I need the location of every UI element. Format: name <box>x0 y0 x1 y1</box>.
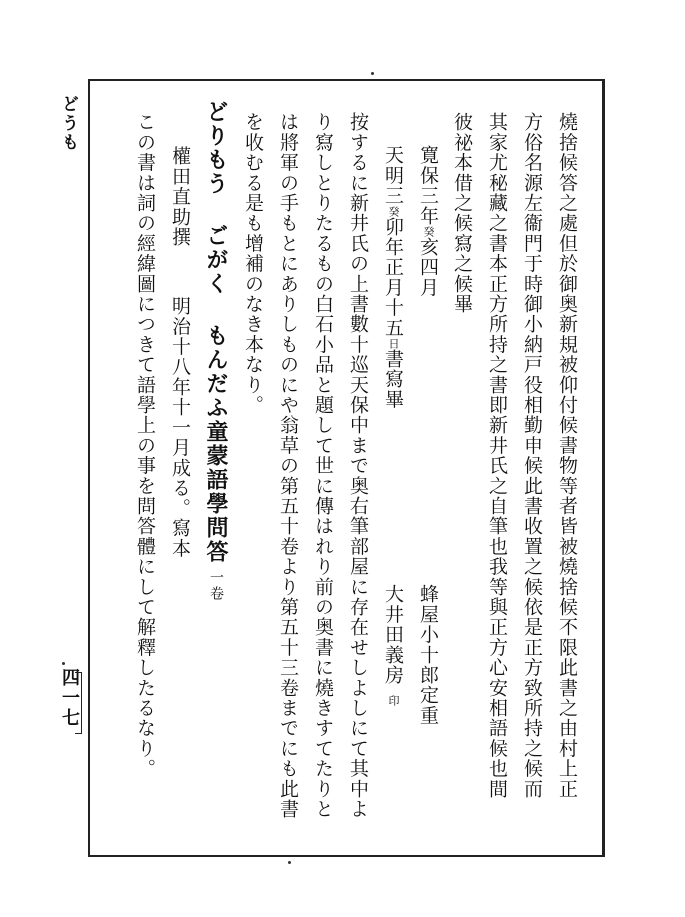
frame-bottom-rule <box>88 855 604 857</box>
colophon-signature-2-name: 大井田義房 <box>382 584 404 685</box>
entry-heading-kanji: 童蒙語學問答 <box>203 420 229 564</box>
seal-mark: 印 <box>387 695 400 706</box>
page-number: 四一七 <box>59 668 80 728</box>
colophon-date-2-a: 天明三 <box>382 145 404 206</box>
entry-heading-reading: どりもう ごがく もんだふ <box>203 100 229 420</box>
colophon-date-1-b: 亥四月 <box>417 236 439 298</box>
running-title: どうも <box>58 95 78 152</box>
colophon-date-2 <box>383 145 402 409</box>
text-column-4: 彼祕本借之候寫之候畢 <box>451 112 473 314</box>
colophon-signature-1: 蜂屋小十郎定重 <box>417 584 439 726</box>
text-column-3: 其家尤秘藏之書本正方所持之書即新井氏之自筆也我等與正方心安相語候也間 <box>486 112 508 799</box>
entry-date: 明治十八年十一月成る。 <box>169 296 191 519</box>
entry-volume: 一卷 <box>208 570 224 602</box>
colophon-date-1-kan: 癸 <box>422 225 435 237</box>
frame-top-rule <box>88 79 604 81</box>
colophon-date-1 <box>418 145 437 297</box>
text-column-1: 燒捨候答之處但於御奥新規被仰付候書物等者皆被燒捨候不限此書之由村上正 <box>556 112 578 799</box>
text-column-9: は將軍の手もとにありしものにや翁草の第五十卷より第五十三卷までにも此書 <box>277 112 299 819</box>
text-column-8: り寫しとりたるもの白石小品と題して世に傳はれり前の奥書に燒きすてたりと <box>312 112 334 819</box>
frame-right-rule <box>602 79 605 857</box>
entry-heading-title <box>205 420 227 602</box>
print-speck <box>288 861 291 864</box>
colophon-date-2-kan: 癸 <box>387 205 400 217</box>
page-number-bracket <box>75 672 82 734</box>
print-speck <box>371 72 374 75</box>
colophon-date-2-day: 日 <box>387 337 400 349</box>
text-column-7: 按するに新井氏の上書數十巡天保中まで奥右筆部屋に存在せしよしにて其中よ <box>347 112 369 819</box>
text-column-10: を收むる是も增補のなき本なり。 <box>242 112 264 415</box>
colophon-signature-2 <box>383 584 402 706</box>
frame-left-rule <box>88 79 90 857</box>
print-speck <box>62 662 65 665</box>
text-column-2: 方俗名源左衞門于時御小納戸役相勤申候此書收置之候依是正方致所持之候而 <box>521 112 543 799</box>
colophon-date-1-a: 寛保三年 <box>417 145 439 226</box>
colophon-date-2-b: 卯年正月十五 <box>382 216 404 338</box>
entry-description: この書は詞の經緯圖につきて語學上の事を問答體にして解釋したるなり。 <box>134 112 156 779</box>
colophon-date-2-end: 書寫畢 <box>382 348 404 410</box>
entry-type: 寫本 <box>169 518 191 559</box>
entry-author: 權田直助撰 <box>169 146 191 247</box>
